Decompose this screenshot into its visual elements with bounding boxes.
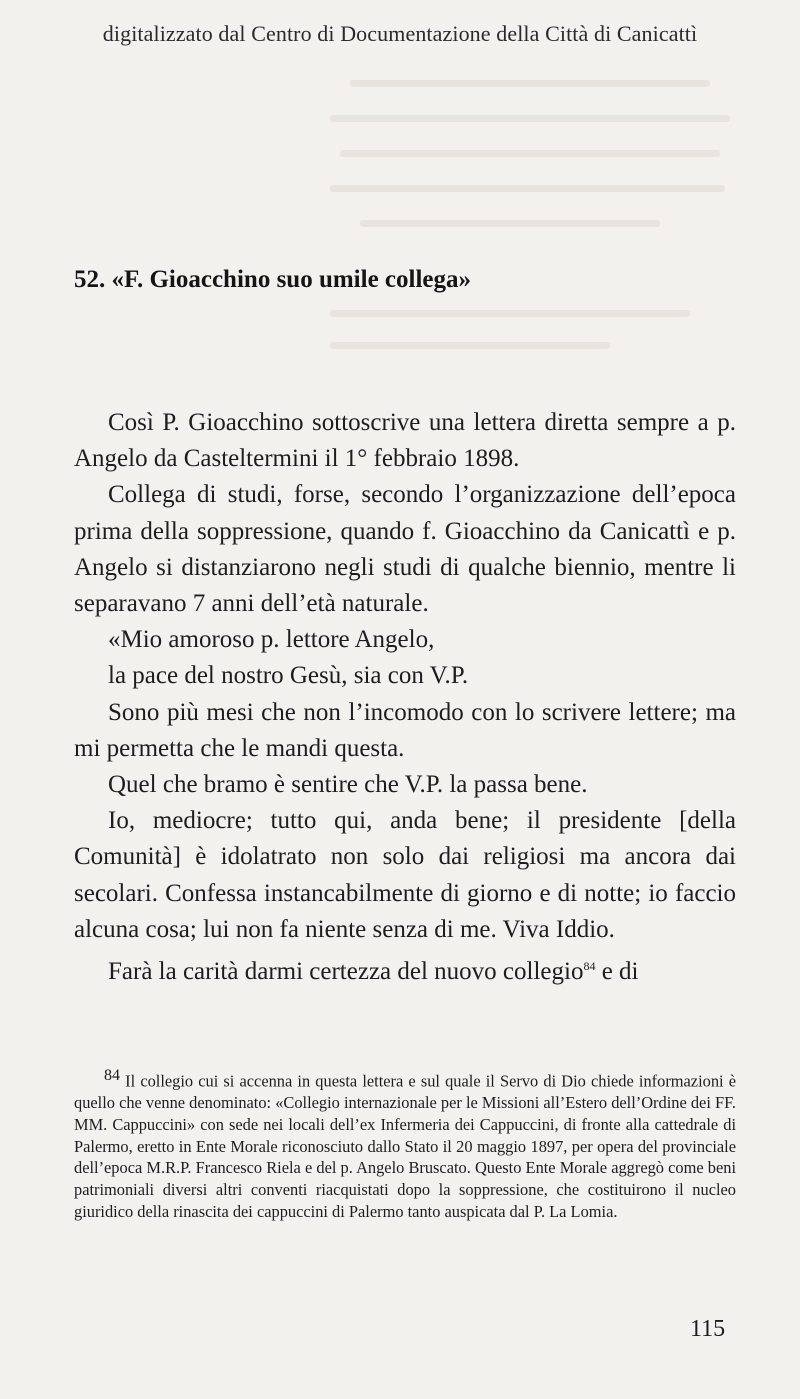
digitization-watermark: digitalizzato dal Centro di Documentazione della Città di Canicattì <box>102 21 698 46</box>
footnote-number: 84 <box>104 1067 120 1084</box>
footnote-text: Il collegio cui si accenna in questa lettera e sul quale il Servo di Dio chiede informazioni è quello che venne denominato: «Collegio internazionale per le Missioni all’Estero dell’Ordine dei FF. MM. Cappuccini» con sede nei locali dell’ex Infermeria dei Cappuccini, di fronte alla cattedrale di Palermo, eretto in Ente Morale riconosciuto dallo Stato il 20 maggio 1897, per opera del provinciale dell’epoca M.R.P. Francesco Riela e del p. Angelo Bruscato. Questo Ente Morale aggregò come beni patrimoniali diversi altri conventi riacquistati dopo la soppressione, che costituirono il nucleo giuridico della rinascita dei cappuccini di Palermo tanto auspicata dal P. La Lomia. <box>74 1071 736 1221</box>
paragraph: Sono più mesi che non l’incomodo con lo scrivere lettere; ma mi permetta che le mandi questa. <box>74 698 736 762</box>
paragraph: Io, mediocre; tutto qui, anda bene; il presidente [della Comunità] è idolatrato non solo dai religiosi ma ancora dai secolari. Confessa instancabilmente di giorno e di notte; io faccio alcuna cosa; lui non fa niente senza di me. Viva Iddio. <box>74 807 736 943</box>
body-text <box>74 405 736 990</box>
bleed-through-texture <box>330 70 750 370</box>
page-number: 115 <box>690 1316 726 1342</box>
paragraph-text: Farà la carità darmi certezza del nuovo collegio <box>108 958 584 986</box>
letter-greeting: la pace del nostro Gesù, sia con V.P. <box>108 662 469 690</box>
paragraph: Quel che bramo è sentire che V.P. la passa bene. <box>108 771 588 799</box>
paragraph: Collega di studi, forse, secondo l’organizzazione dell’epoca prima della soppressione, quando f. Gioacchino da Canicattì e p. Angelo si distanziarono negli studi di qualche biennio, mentre li separavano 7 anni dell’età naturale. <box>74 481 736 618</box>
footnote-reference: 84 <box>583 959 596 974</box>
section-heading: 52. «F. Gioacchino suo umile collega» <box>74 266 471 293</box>
letter-salutation: «Mio amoroso p. lettore Angelo, <box>108 626 435 654</box>
paragraph-text: e di <box>595 958 639 986</box>
footnote <box>74 1065 736 1222</box>
paragraph: Così P. Gioacchino sottoscrive una lettera diretta sempre a p. Angelo da Casteltermini il 1° febbraio 1898. <box>74 409 736 473</box>
paragraph <box>74 948 736 990</box>
